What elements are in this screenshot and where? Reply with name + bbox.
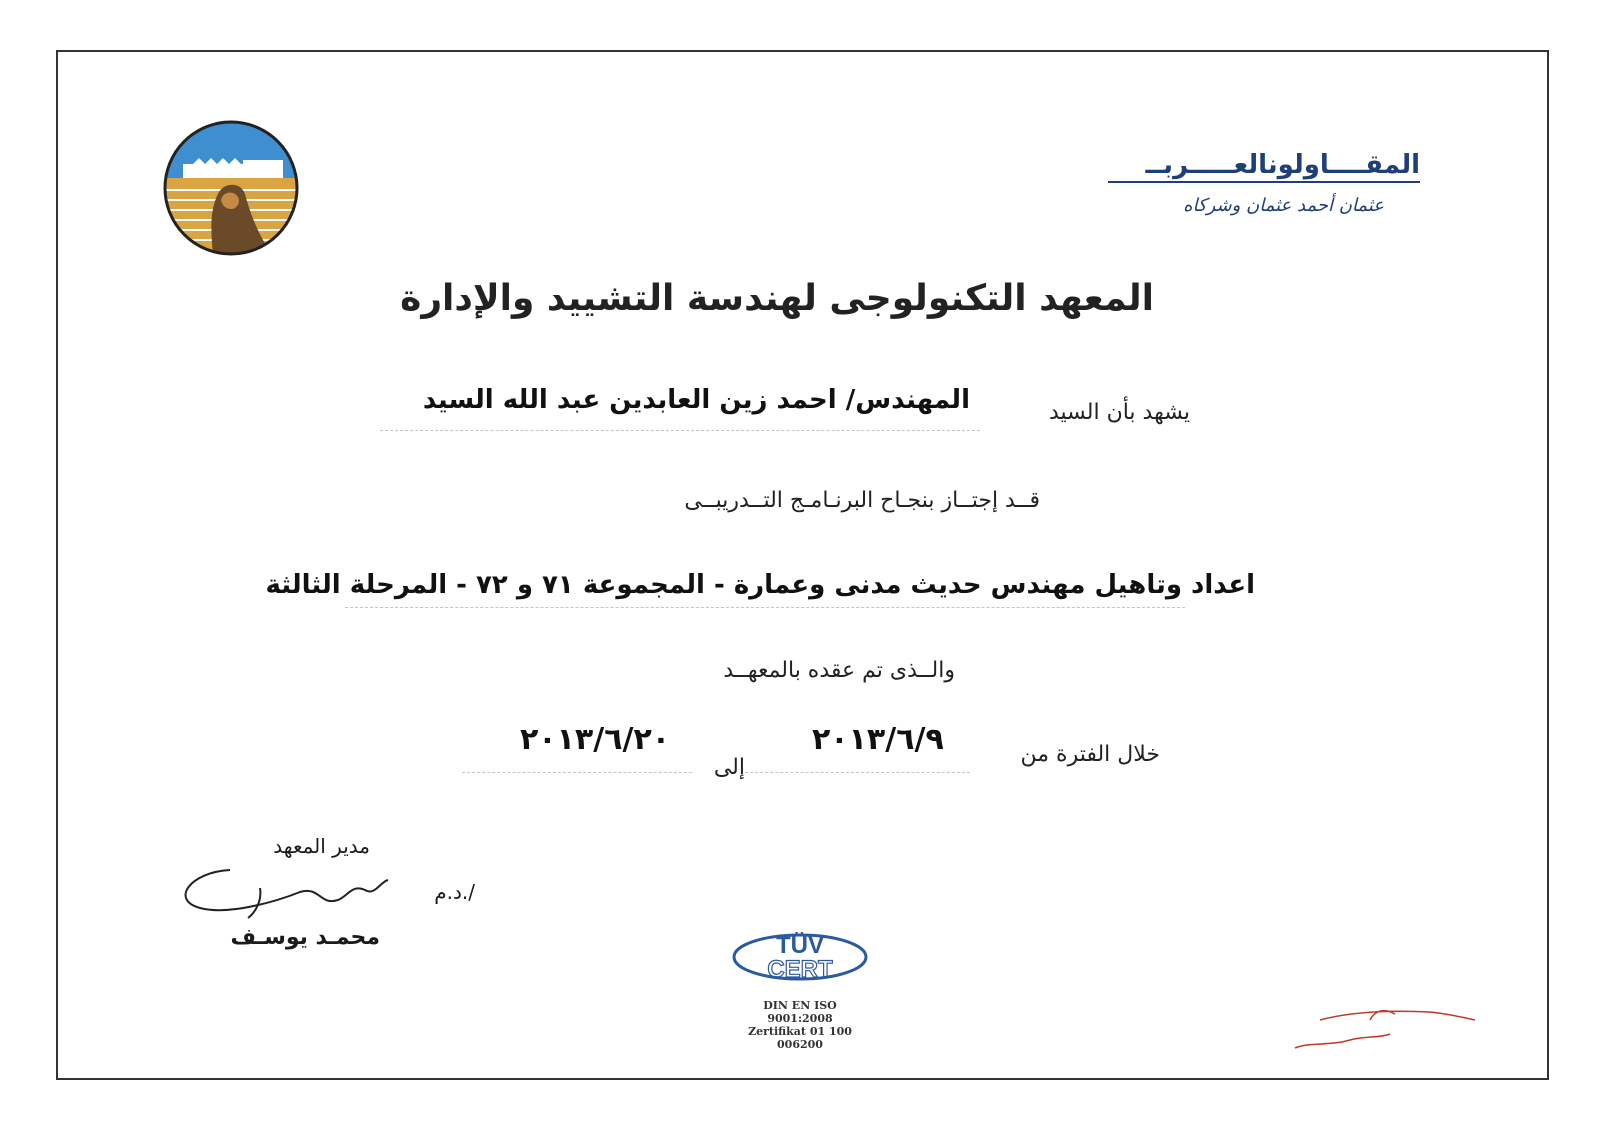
certificate-number: Zertifikat 01 100 006200 xyxy=(748,1025,852,1051)
company-subtitle: عثمان أحمد عثمان وشركاه xyxy=(1183,195,1384,216)
certifies-label: يشهد بأن السيد xyxy=(1048,400,1190,425)
passed-label: قــد إجتــاز بنجـاح البرنـامـج التــدريبــى xyxy=(684,488,1040,513)
signature-prefix: د.م./ xyxy=(434,880,475,904)
recipient-name: المهندس/ احمد زين العابدين عبد الله السيد xyxy=(422,385,970,415)
program-name: اعداد وتاهيل مهندس حديث مدنى وعمارة - المجموعة ٧١ و ٧٢ - المرحلة الثالثة xyxy=(265,570,1255,600)
period-to-label: إلى xyxy=(713,755,745,780)
tuv-text: TÜV xyxy=(776,932,824,959)
handwritten-signature xyxy=(170,860,400,930)
program-dotted-line xyxy=(345,607,1185,608)
period-from-label: خلال الفترة من xyxy=(1020,742,1160,767)
period-from-date: ٢٠١٣/٦/٩ xyxy=(812,722,944,757)
to-date-dotted-line xyxy=(462,772,692,773)
signature-title: مدير المعهد xyxy=(273,834,370,858)
tuv-cert-mark xyxy=(730,925,870,1051)
institute-title: المعهد التكنولوجى لهندسة التشييد والإدارة xyxy=(400,278,1154,319)
from-date-dotted-line xyxy=(745,772,970,773)
period-to-date: ٢٠١٣/٦/٢٠ xyxy=(520,722,671,757)
held-label: والــذى تم عقده بالمعهــد xyxy=(723,658,955,683)
signature-name: محمـد يوسـف xyxy=(230,925,380,950)
iso-standard: DIN EN ISO 9001:2008 xyxy=(763,999,837,1025)
company-underline xyxy=(1108,181,1420,183)
sphinx-logo-icon xyxy=(163,120,299,256)
company-name: المقــــاولونالعـــــربــ xyxy=(1145,150,1420,180)
red-initials-mark xyxy=(1290,990,1480,1060)
tuv-cert-logo-icon xyxy=(730,925,870,995)
cert-text: CERT xyxy=(767,956,833,983)
name-dotted-line xyxy=(380,430,980,431)
